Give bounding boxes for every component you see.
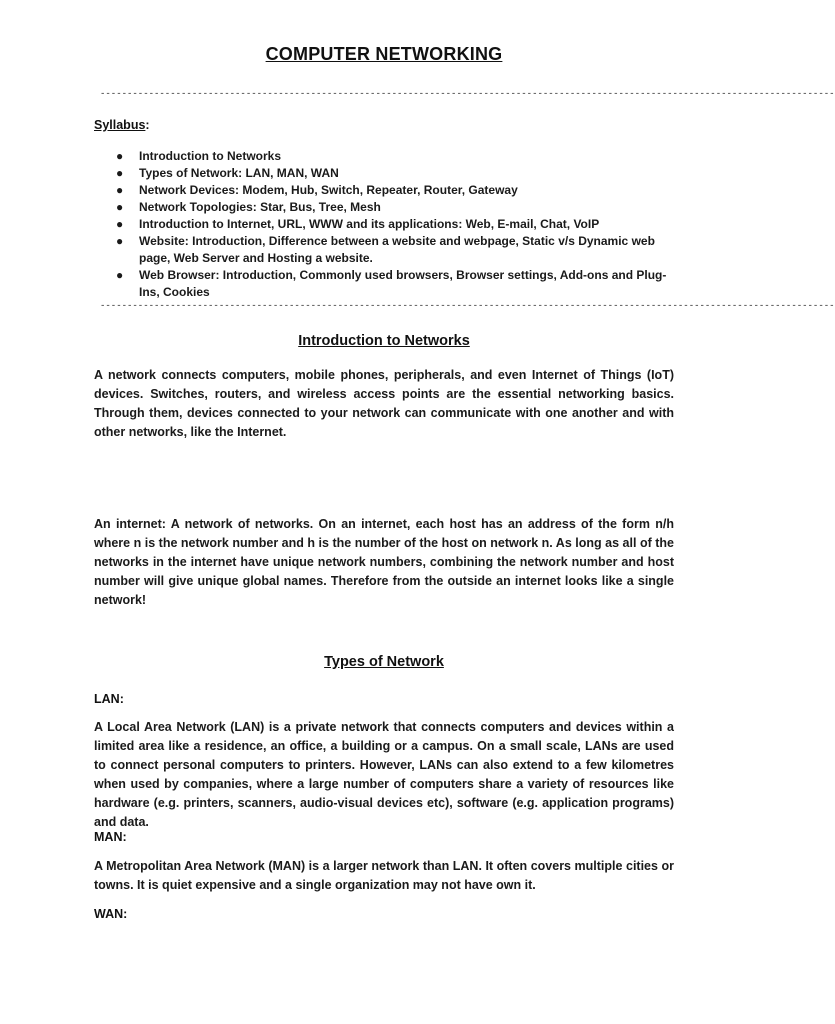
lan-paragraph: A Local Area Network (LAN) is a private network that connects computers and devices within a limited area like a residence, an office, a building or a campus. On a small scale, LANs are used to connect personal computers to printers. However, LANs can also extend to a few kilometres when used by companies, where a large number of computers share a variety of resources like hardware (e.g. printers, scanners, audio-visual devices etc), software (e.g. application programs) and data. [94, 720, 674, 829]
top-divider: ---------------------------------------------------------------------------------------------------------------------------------------- [100, 89, 835, 99]
syllabus-item [94, 216, 674, 233]
syllabus-item [94, 233, 674, 267]
bullet-icon: ● [116, 268, 124, 282]
bullet-icon: ● [116, 200, 124, 214]
man-paragraph: A Metropolitan Area Network (MAN) is a larger network than LAN. It often covers multiple cities or towns. It is quiet expensive and a single organization may not have own it. [94, 859, 674, 892]
bottom-divider: ---------------------------------------------------------------------------------------------------------------------------------------- [100, 301, 835, 311]
syllabus-label-colon: : [145, 118, 150, 132]
internet-paragraph: An internet: A network of networks. On an internet, each host has an address of the form n/h where n is the network number and h is the number of the host on network n. As long as all of the networks in the internet have unique network numbers, combining the network number and host number will give unique global names. Therefore from the outside an internet looks like a single network! [94, 517, 674, 607]
bullet-icon: ● [116, 183, 124, 197]
syllabus-label [94, 118, 150, 132]
syllabus-label-text: Syllabus [94, 118, 146, 132]
syllabus-item-text: Network Devices: Modem, Hub, Switch, Repeater, Router, Gateway [139, 183, 518, 197]
syllabus-list [94, 148, 674, 301]
lan-label: LAN: [94, 692, 124, 706]
bullet-icon: ● [116, 166, 124, 180]
syllabus-item-text: Web Browser: Introduction, Commonly used browsers, Browser settings, Add-ons and Plug-Ins, Cookies [139, 268, 667, 299]
bullet-icon: ● [116, 217, 124, 231]
syllabus-item-text: Types of Network: LAN, MAN, WAN [139, 166, 339, 180]
syllabus-item [94, 199, 674, 216]
syllabus-item-text: Network Topologies: Star, Bus, Tree, Mesh [139, 200, 381, 214]
wan-label: WAN: [94, 907, 128, 921]
syllabus-item [94, 267, 674, 301]
intro-heading: Introduction to Networks [298, 333, 470, 349]
bullet-icon: ● [116, 234, 124, 248]
syllabus-item [94, 148, 674, 165]
man-label: MAN: [94, 830, 127, 844]
syllabus-item [94, 165, 674, 182]
syllabus-item-text: Introduction to Internet, URL, WWW and its applications: Web, E-mail, Chat, VoIP [139, 217, 600, 231]
syllabus-item [94, 182, 674, 199]
bullet-icon: ● [116, 149, 124, 163]
page-title: COMPUTER NETWORKING [265, 44, 503, 64]
syllabus-item-text: Introduction to Networks [139, 149, 281, 163]
types-heading: Types of Network [324, 654, 444, 670]
syllabus-item-text: Website: Introduction, Difference between a website and webpage, Static v/s Dynamic web page, Web Server and Hosting a website. [139, 234, 655, 265]
intro-paragraph: A network connects computers, mobile phones, peripherals, and even Internet of Things (IoT) devices. Switches, routers, and wireless access points are the essential networking basics. Through them, devices connected to your network can communicate with one another and with other networks, like the Internet. [94, 368, 674, 439]
